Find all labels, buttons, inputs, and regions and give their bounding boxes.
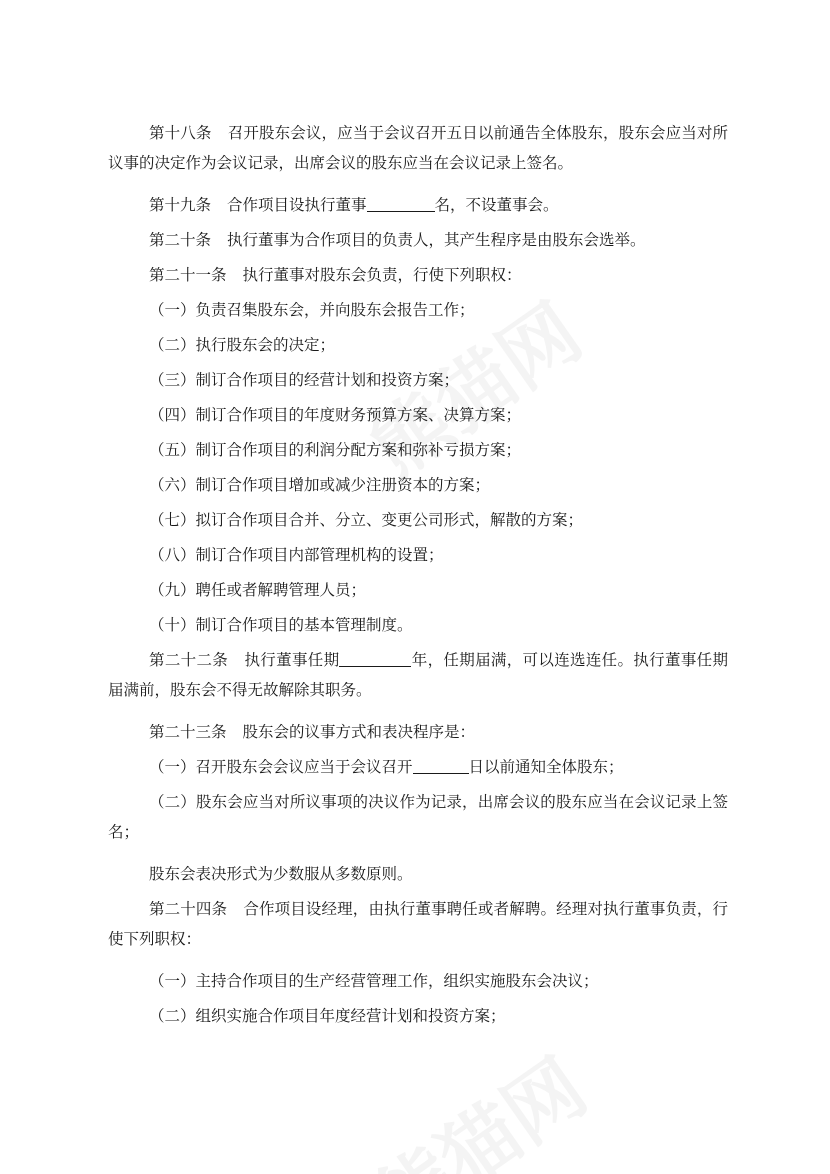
duty-item: （三）制订合作项目的经营计划和投资方案； (149, 371, 460, 389)
procedure-item: （二）股东会应当对所议事项的决议作为记录，出席会议的股东应当在会议记录上签名； (108, 793, 728, 841)
article-21 (108, 260, 728, 290)
article-text: 年，任期届满，可以连选连任。执行董事任期届满前，股东会不得无故解除其职务。 (108, 651, 728, 699)
article-label: 第二十二条 (149, 651, 229, 669)
article-20 (108, 225, 728, 255)
duty-item: （一）负责召集股东会，并向股东会报告工作； (149, 301, 475, 319)
article-text: 股东会的议事方式和表决程序是： (242, 723, 476, 741)
article-text: 合作项目设执行董事 (227, 196, 367, 214)
article-label: 第十九条 (149, 196, 212, 214)
manager-duty-item: （一）主持合作项目的生产经营管理工作，组织实施股东会决议； (149, 972, 599, 990)
duty-item: （十）制订合作项目的基本管理制度。 (149, 616, 413, 634)
watermark (349, 1028, 605, 1174)
fill-in-blank (413, 755, 469, 774)
article-label: 第十八条 (149, 124, 212, 142)
duty-item: （七）拟订合作项目合并、分立、变更公司形式，解散的方案； (149, 511, 584, 529)
article-label: 第二十三条 (149, 723, 227, 741)
article-label: 第二十条 (149, 231, 212, 249)
article-text: 执行董事任期 (244, 651, 340, 669)
article-18 (108, 118, 728, 178)
article-label: 第二十一条 (149, 266, 227, 284)
duty-item: （二）执行股东会的决定； (149, 336, 336, 354)
voting-rule: 股东会表决形式为少数服从多数原则。 (149, 865, 413, 883)
article-text: 召开股东会议，应当于会议召开五日以前通告全体股东，股东会应当对所议事的决定作为会议记录，出席会议的股东应当在会议记录上签名。 (108, 124, 728, 172)
duty-item: （九）聘任或者解聘管理人员； (149, 581, 367, 599)
duty-item: （六）制订合作项目增加或减少注册资本的方案； (149, 476, 491, 494)
article-label: 第二十四条 (149, 900, 228, 918)
procedure-text: 日以前通知全体股东； (468, 758, 624, 776)
procedure-text: （一）召开股东会会议应当于会议召开 (149, 758, 413, 776)
document-body (108, 118, 728, 1036)
fill-in-blank (367, 193, 435, 212)
article-text: 执行董事对股东会负责，行使下列职权： (242, 266, 522, 284)
article-23 (108, 717, 728, 747)
article-22 (108, 645, 728, 705)
article-text: 合作项目设经理，由执行董事聘任或者解聘。经理对执行董事负责，行使下列职权： (108, 900, 728, 948)
article-19 (108, 190, 728, 220)
article-24 (108, 894, 728, 954)
procedure-item (108, 752, 728, 782)
duty-item: （四）制订合作项目的年度财务预算方案、决算方案； (149, 406, 522, 424)
article-text: 执行董事为合作项目的负责人，其产生程序是由股东会选举。 (227, 231, 646, 249)
duty-item: （五）制订合作项目的利润分配方案和弥补亏损方案； (149, 441, 522, 459)
fill-in-blank (339, 648, 411, 667)
duty-item: （八）制订合作项目内部管理机构的设置； (149, 546, 444, 564)
article-text: 名，不设董事会。 (434, 196, 559, 214)
manager-duty-item: （二）组织实施合作项目年度经营计划和投资方案； (149, 1007, 506, 1025)
